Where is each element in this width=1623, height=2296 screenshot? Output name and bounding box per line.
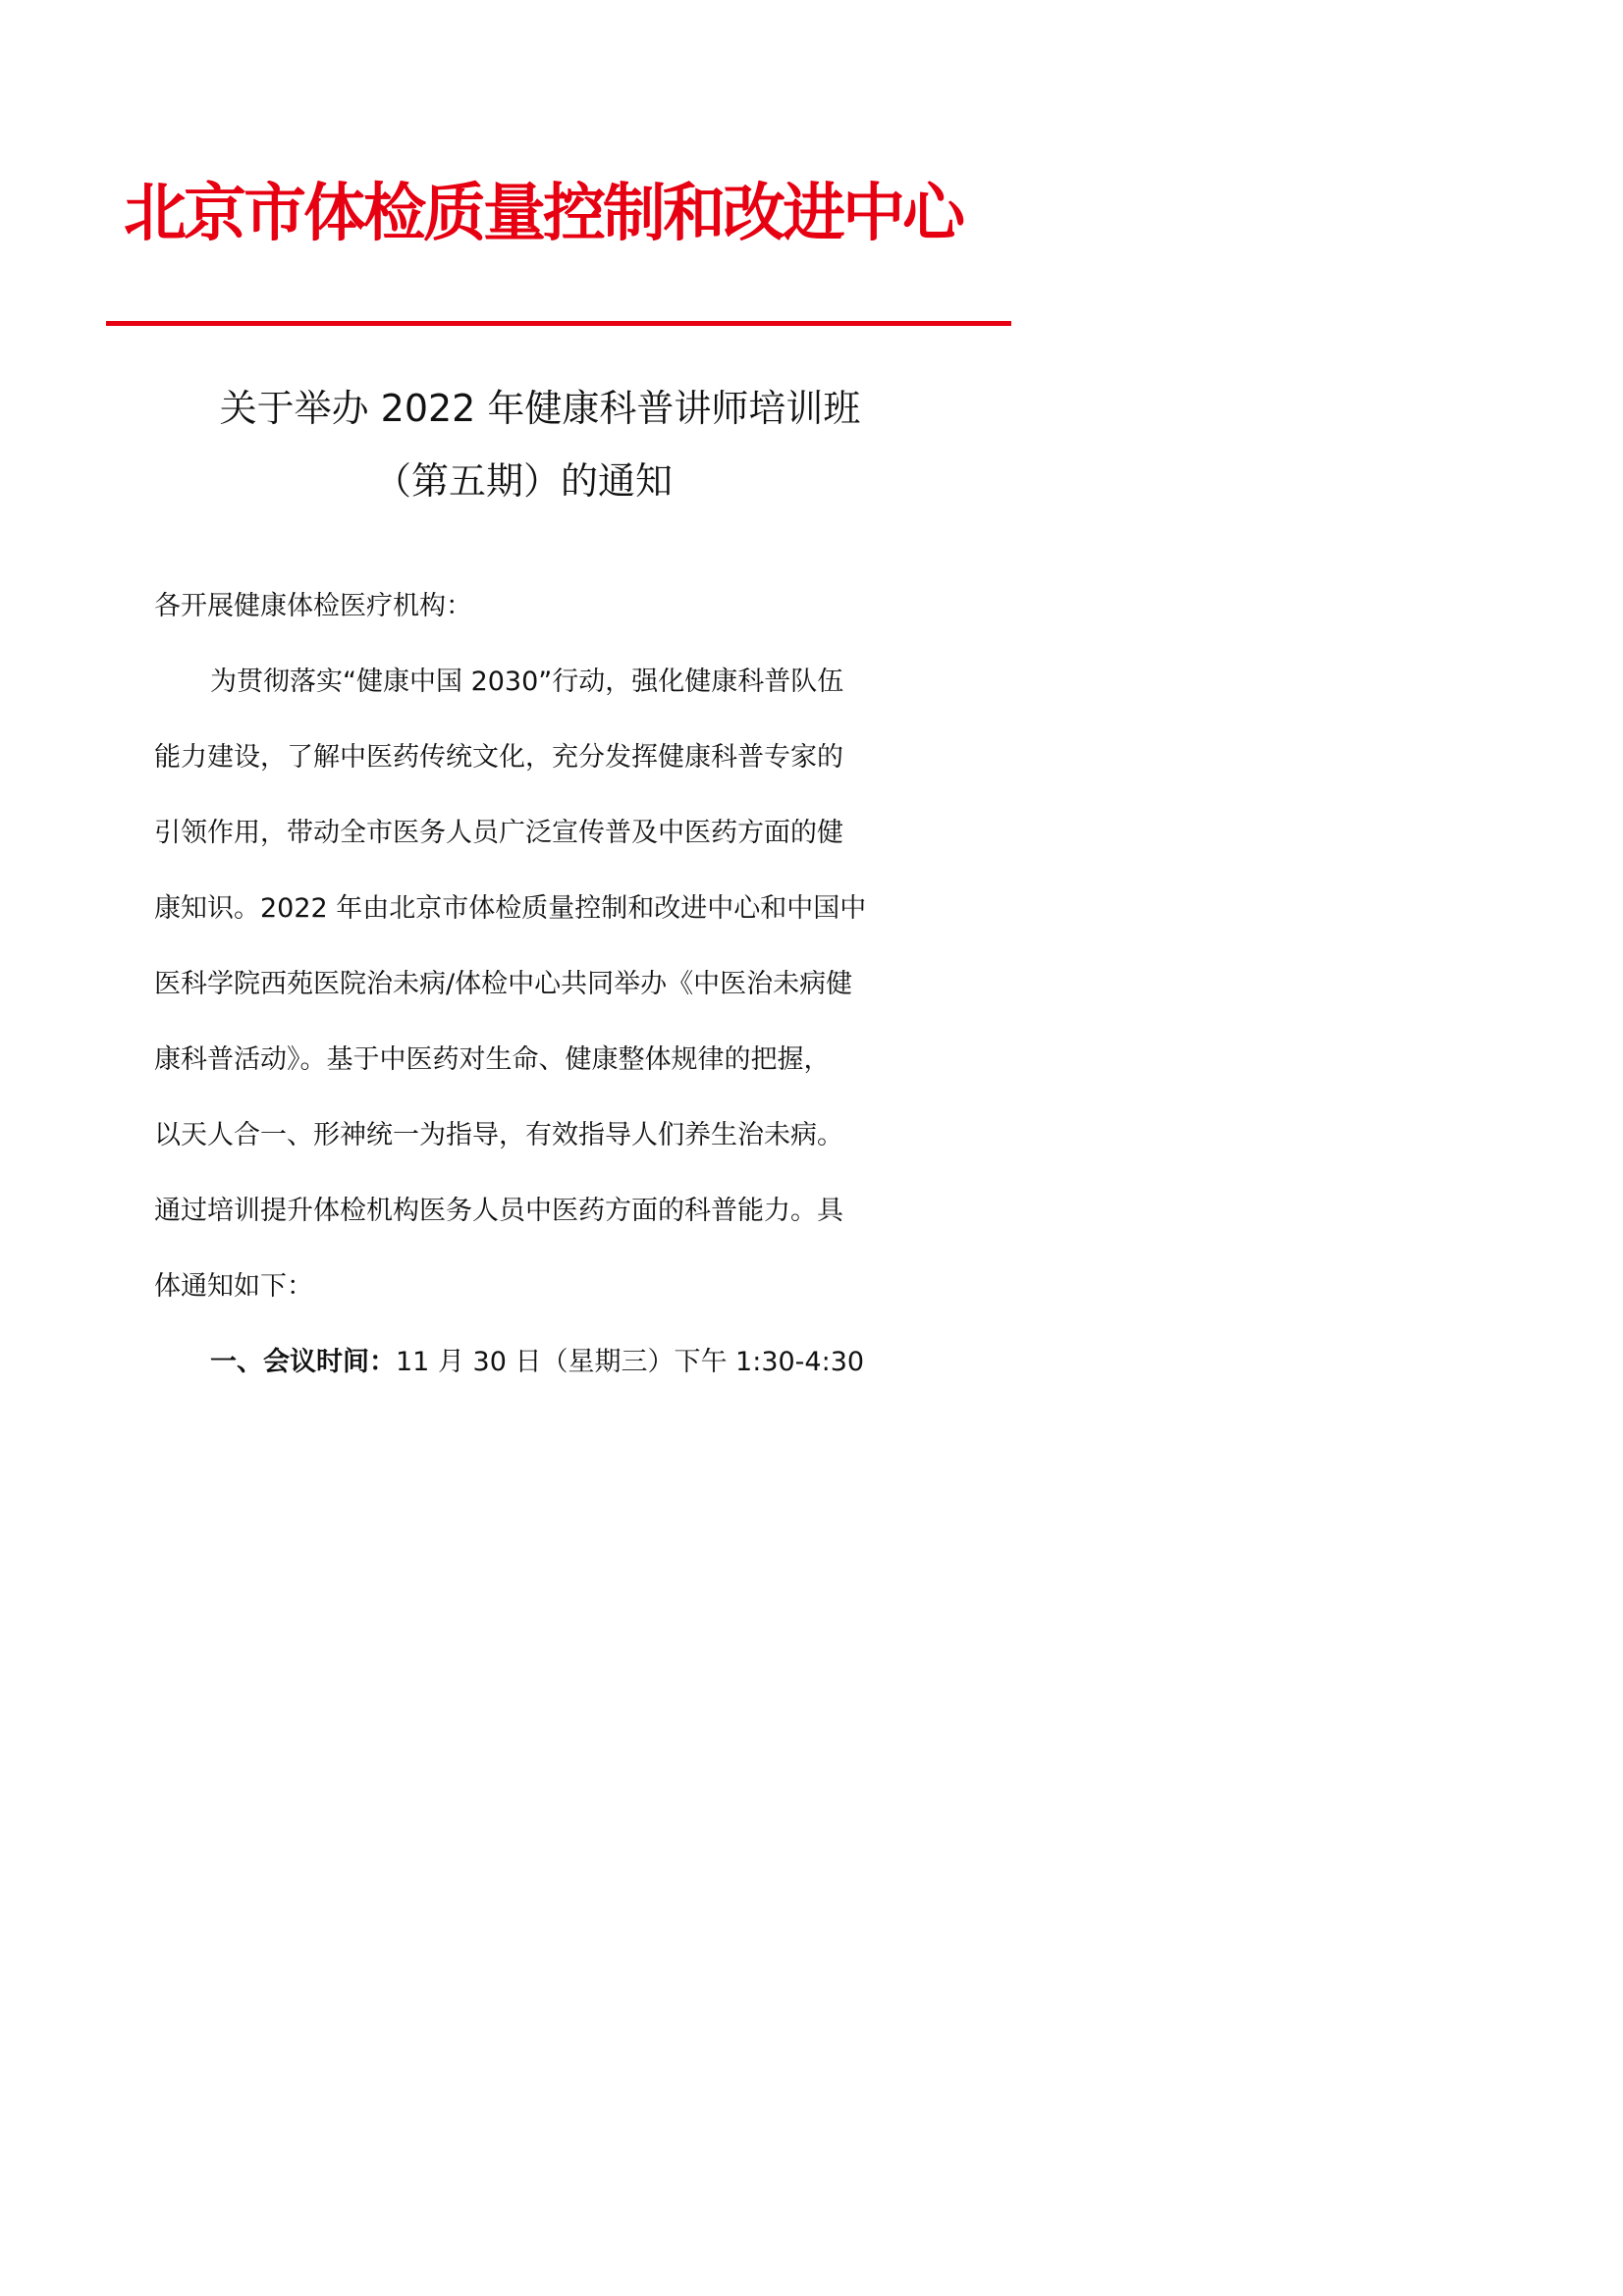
section-meeting-time-value: 11 月 30 日（星期三）下午 1:30-4:30: [396, 1347, 865, 1377]
body-line: 能力建设，了解中医药传统文化，充分发挥健康科普专家的: [154, 742, 843, 773]
section-meeting-time: [210, 1343, 864, 1382]
body-line: 引领作用，带动全市医务人员广泛宣传普及中医药方面的健: [154, 818, 843, 848]
notice-title-line-2: （第五期）的通知: [373, 459, 673, 503]
body-line: 康知识。2022 年由北京市体检质量控制和改进中心和中国中: [154, 893, 867, 924]
body-line: 通过培训提升体检机构医务人员中医药方面的科普能力。具: [154, 1196, 843, 1226]
letterhead-org-name: 北京市体检质量控制和改进中心: [124, 177, 962, 250]
salutation: 各开展健康体检医疗机构：: [154, 591, 472, 621]
letterhead-red-rule: [106, 321, 1011, 326]
body-line: 医科学院西苑医院治未病/体检中心共同举办《中医治未病健: [154, 969, 853, 999]
body-line: 康科普活动》。基于中医药对生命、健康整体规律的把握，: [154, 1044, 831, 1075]
body-line: 为贯彻落实“健康中国 2030”行动，强化健康科普队伍: [210, 667, 844, 697]
body-line: 体通知如下：: [154, 1271, 313, 1302]
section-meeting-time-label: 一、会议时间：: [210, 1347, 396, 1377]
body-line: 以天人合一、形神统一为指导，有效指导人们养生治未病。: [154, 1120, 843, 1150]
notice-title-line-1: 关于举办 2022 年健康科普讲师培训班: [219, 387, 861, 430]
